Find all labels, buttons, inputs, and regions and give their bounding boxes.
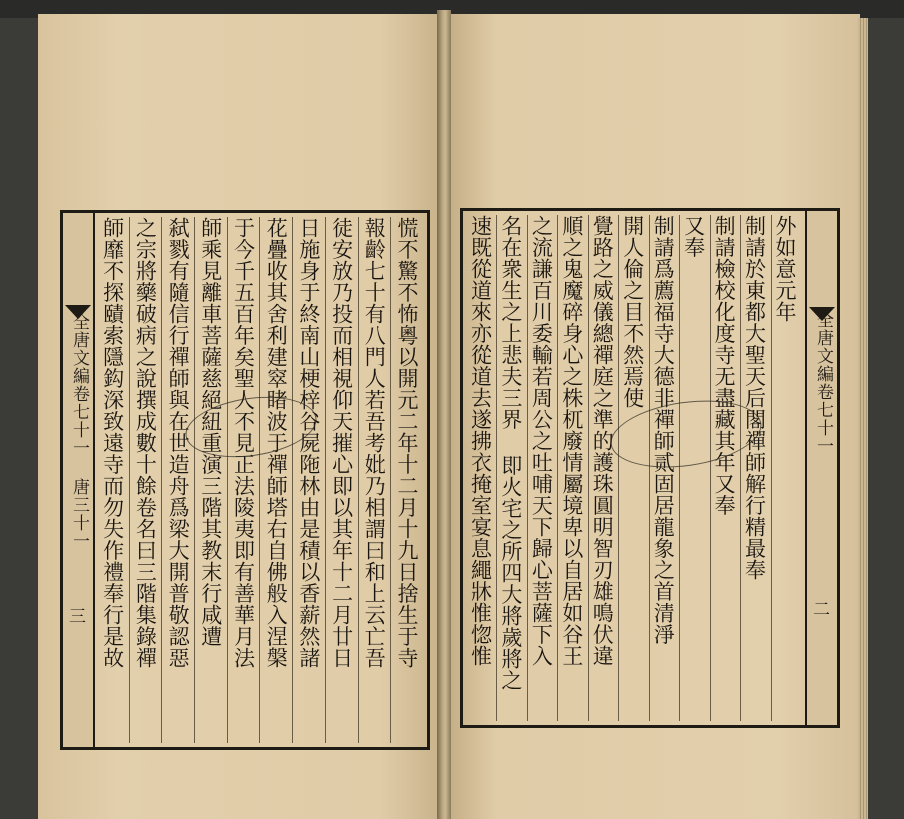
text-column: 師乘見離車菩薩慈絕紐重演三階其教末行咸遭 — [194, 217, 227, 743]
text-column: 制請檢校化度寺无盡藏其年又奉 — [710, 215, 740, 721]
text-column: 之宗將藥破病之說撰成數十餘卷名曰三階集錄禪 — [129, 217, 162, 743]
text-column: 制請於東都大聖天后閣禪師解行精最奉 — [740, 215, 770, 721]
right-text-columns — [467, 215, 801, 721]
left-banxin-title: 全唐文編卷七十一 唐三十一 — [69, 313, 89, 550]
left-text-frame — [60, 210, 430, 750]
text-column: 開人倫之目不然焉使 — [618, 215, 648, 721]
text-column: 制請爲薦福寺大德非禪師贰固居龍象之首清淨 — [649, 215, 679, 721]
text-column: 之流謙百川委輸若周公之吐哺天下歸心菩薩下入 — [527, 215, 557, 721]
text-column: 于今千五百年矣聖人不見正法陵夷即有善華月法 — [227, 217, 260, 743]
text-column: 外如意元年 — [771, 215, 801, 721]
right-leaf-number: 二 — [813, 600, 830, 620]
text-column: 花疊收其舍利建窣睹波于禪師塔右自佛般入涅槃 — [259, 217, 292, 743]
right-page-banxin — [805, 211, 837, 725]
text-column: 名在衆生之上悲夫三界 即火宅之所四大將歲將之 — [496, 215, 526, 721]
text-column: 覺路之威儀總禪庭之準的護珠圓明智刃雄鳴伏違 — [588, 215, 618, 721]
text-column: 徒安放乃投而相視仰天摧心即以其年十二月廿日 — [325, 217, 358, 743]
text-column: 弑戮有隨信行禪師與在世造舟爲梁大開普敬認惡 — [161, 217, 194, 743]
page-edges — [858, 18, 868, 819]
right-banxin-title: 全唐文編卷七十一 — [813, 311, 833, 455]
right-text-frame — [460, 208, 840, 728]
text-column: 順之鬼魔碎身心之株杌廢情屬境卑以自居如谷王 — [557, 215, 587, 721]
text-column: 慌不驚不怖粵以開元二年十二月十九日捨生于寺 — [390, 217, 423, 743]
text-column: 又奉 — [679, 215, 709, 721]
text-column: 報齡七十有八門人若吾考妣乃相謂曰和上云亡吾 — [358, 217, 391, 743]
left-text-columns — [97, 217, 423, 743]
text-column: 日施身于終南山梗梓谷屍陁林由是積以香薪然諸 — [292, 217, 325, 743]
text-column: 速既從道來亦從道去遂拂衣掩室宴息繩牀惟惚惟 — [468, 215, 493, 667]
left-leaf-number: 三 — [69, 607, 86, 627]
book-spine — [437, 10, 451, 819]
text-column: 師靡不探賾索隱鈎深致遠寺而勿失作禮奉行是故 — [100, 217, 125, 669]
left-page-banxin — [63, 213, 95, 747]
